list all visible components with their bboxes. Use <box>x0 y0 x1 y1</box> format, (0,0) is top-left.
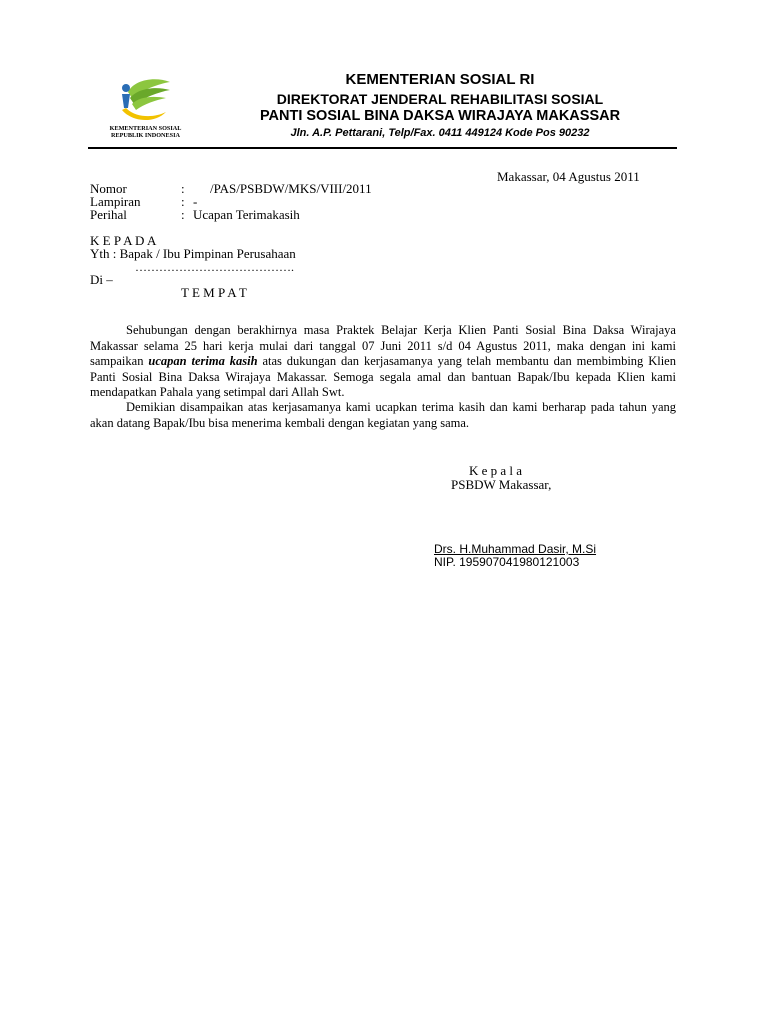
signatory-nip: NIP. 195907041980121003 <box>434 555 580 569</box>
lampiran-value: - <box>193 194 198 209</box>
letterhead-directorate: DIREKTORAT JENDERAL REHABILITASI SOSIAL <box>276 91 604 107</box>
logo-text-line1: KEMENTERIAN SOSIAL <box>109 125 182 132</box>
recipient-dots: …………………………………. <box>135 260 294 274</box>
p2-text: Demikian disampaikan atas kerjasamanya kami ucapkan terima kasih dan kami berharap pada tahun yang akan datang Bapak/Ibu bisa menerima kembali dengan kegiatan yang sama. <box>90 400 676 430</box>
tempat-line: T E M P A T <box>181 285 247 300</box>
signature-org: PSBDW Makassar, <box>451 477 552 492</box>
letterhead-institution: PANTI SOSIAL BINA DAKSA WIRAJAYA MAKASSAR <box>259 108 621 124</box>
letterhead-ministry: KEMENTERIAN SOSIAL RI <box>345 71 535 88</box>
letterhead-divider <box>88 147 677 149</box>
ministry-logo <box>98 78 193 140</box>
p1-emphasis: ucapan terima kasih <box>148 354 258 368</box>
p1-before: Sehubungan dengan berakhirnya masa Praktek Belajar Kerja Klien Panti Sosial Bina Daksa Wirajaya Makassar selama 25 hari kerja mulai dari tanggal 07 Juni 2011 s/d 04 Agustus 2011, maka dengan ini kami sampaikan <box>90 323 676 368</box>
signature-title: K e p a l a <box>469 463 523 478</box>
nomor-colon: : <box>181 181 185 196</box>
letter-date: Makassar, 04 Agustus 2011 <box>497 169 640 184</box>
perihal-label: Perihal <box>90 207 127 222</box>
ministry-logo-icon <box>120 78 172 124</box>
recipient-line: Yth : Bapak / Ibu Pimpinan Perusahaan <box>90 246 296 261</box>
di-line: Di – <box>90 272 113 287</box>
lampiran-colon: : <box>181 194 185 209</box>
perihal-colon: : <box>181 207 185 222</box>
logo-text-line2: REPUBLIK INDONESIA <box>111 132 180 139</box>
kepada-heading: K E P A D A <box>90 233 157 248</box>
letterhead-address: Jln. A.P. Pettarani, Telp/Fax. 0411 449124 Kode Pos 90232 <box>290 127 590 139</box>
lampiran-label: Lampiran <box>90 194 141 209</box>
p1-after: atas dukungan dan kerjasamanya yang telah membantu dan membimbing Klien Panti Sosial Bina Daksa Wirajaya Makassar. Semoga segala amal dan bantuan Bapak/Ibu kepada Klien kami mendapatkan Pahala yang setimpal dari Allah Swt. <box>90 354 676 399</box>
nomor-label: Nomor <box>90 181 127 196</box>
body-paragraph-1 <box>90 323 676 401</box>
body-paragraph-2 <box>90 400 676 431</box>
nomor-value: /PAS/PSBDW/MKS/VIII/2011 <box>210 181 372 196</box>
perihal-value: Ucapan Terimakasih <box>193 207 300 222</box>
signatory-name: Drs. H.Muhammad Dasir, M.Si <box>434 542 597 556</box>
